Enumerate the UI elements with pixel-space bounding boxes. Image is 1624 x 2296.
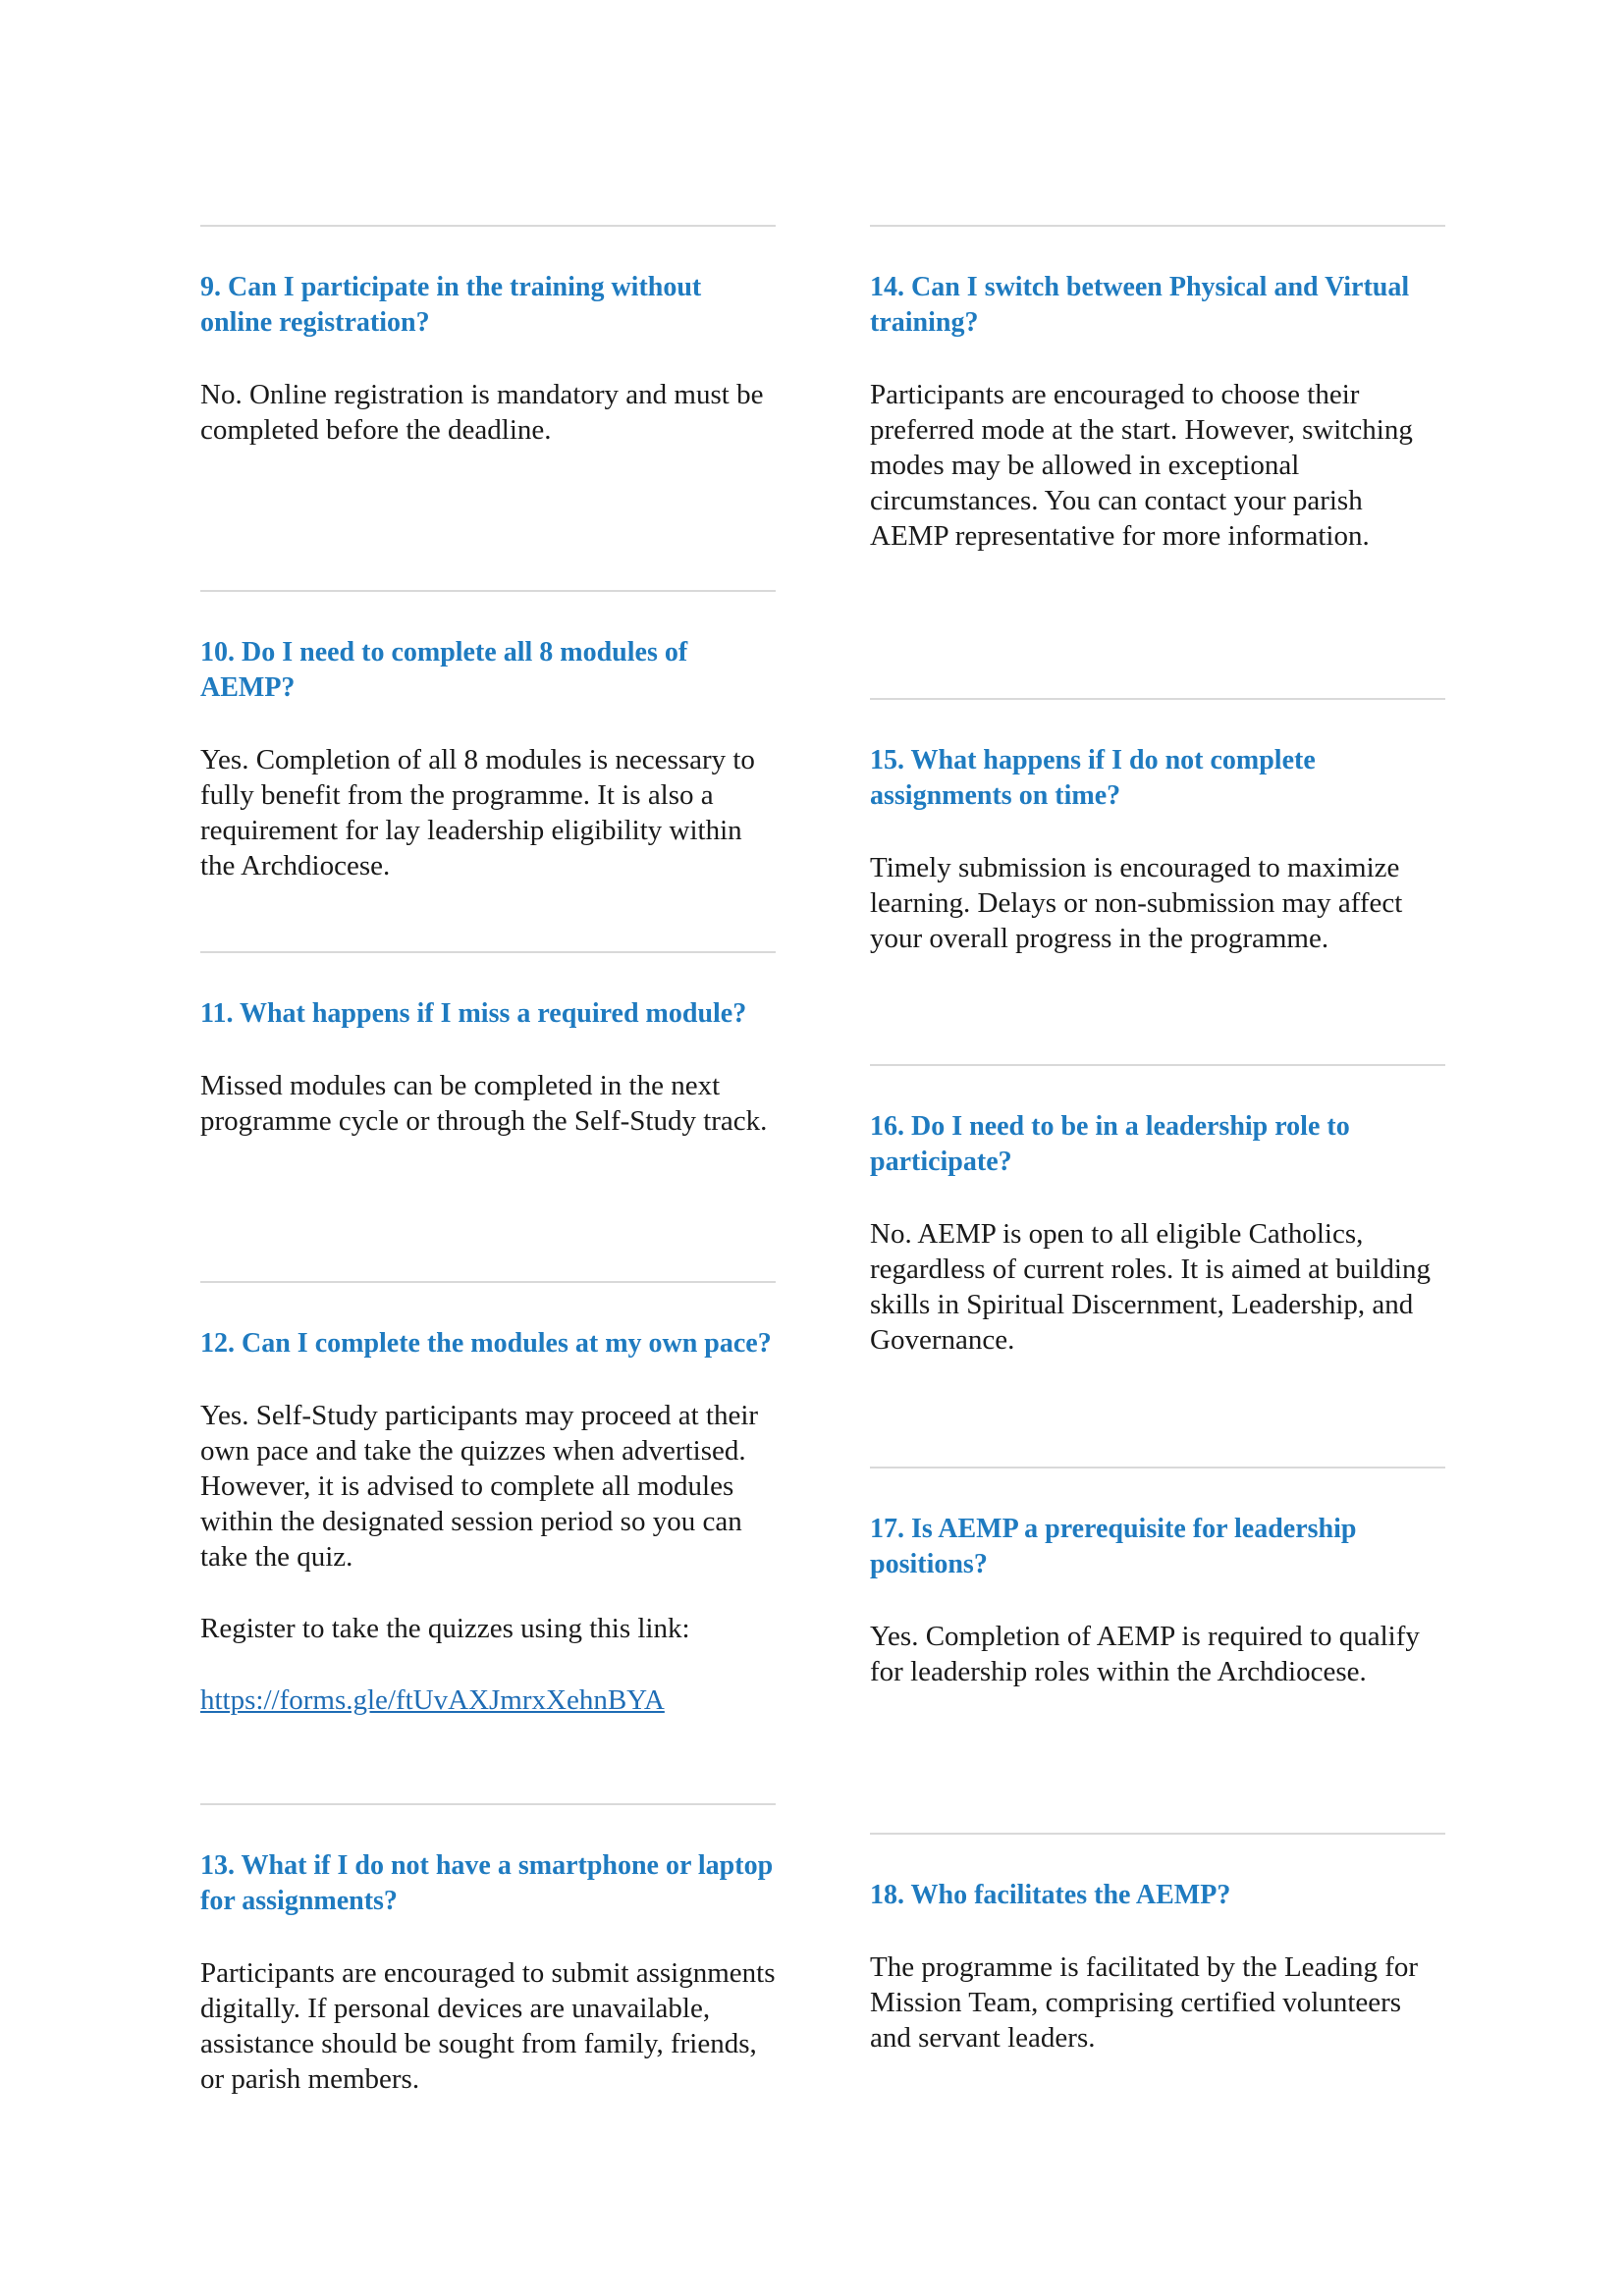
- faq-note: Register to take the quizzes using this link:: [200, 1613, 690, 1644]
- faq-column-right: [870, 225, 1445, 2056]
- faq-question: 13. What if I do not have a smartphone or laptop for assignments?: [200, 1850, 774, 1916]
- faq-answer: Participants are encouraged to choose their preferred mode at the start. However, switching modes may be allowed in exceptional circumstances. You can contact your parish AEMP representative for more information.: [870, 379, 1413, 552]
- faq-item-11: [200, 951, 776, 1281]
- quiz-registration-link[interactable]: https://forms.gle/ftUvAXJmrxXehnBYA: [200, 1684, 665, 1716]
- faq-question: 14. Can I switch between Physical and Virtual training?: [870, 272, 1410, 338]
- faq-answer: Participants are encouraged to submit assignments digitally. If personal devices are unavailable, assistance should be sought from family, friends, or parish members.: [200, 1957, 776, 2095]
- faq-column-left: [200, 225, 776, 2097]
- faq-item-17: [870, 1467, 1445, 1833]
- faq-answer: Timely submission is encouraged to maximize learning. Delays or non-submission may affect your overall progress in the programme.: [870, 852, 1403, 954]
- faq-item-13: [200, 1803, 776, 2097]
- faq-item-14: [870, 225, 1445, 698]
- faq-question: 15. What happens if I do not complete assignments on time?: [870, 745, 1316, 811]
- faq-item-10: [200, 590, 776, 951]
- faq-question: 16. Do I need to be in a leadership role to participate?: [870, 1111, 1350, 1177]
- faq-item-18: [870, 1833, 1445, 2056]
- faq-answer: Yes. Completion of AEMP is required to qualify for leadership roles within the Archdiocese.: [870, 1621, 1420, 1687]
- faq-answer: Missed modules can be completed in the next programme cycle or through the Self-Study track.: [200, 1070, 768, 1137]
- faq-answer: Yes. Completion of all 8 modules is necessary to fully benefit from the programme. It is also a requirement for lay leadership eligibility within the Archdiocese.: [200, 744, 755, 881]
- faq-question: 10. Do I need to complete all 8 modules of AEMP?: [200, 637, 688, 703]
- faq-item-16: [870, 1064, 1445, 1467]
- faq-item-9: [200, 225, 776, 590]
- faq-answer: Yes. Self-Study participants may proceed at their own pace and take the quizzes when advertised. However, it is advised to complete all modules within the designated session period so you can take the quiz.: [200, 1400, 759, 1573]
- faq-item-15: [870, 698, 1445, 1064]
- faq-answer: No. Online registration is mandatory and must be completed before the deadline.: [200, 379, 764, 446]
- faq-question: 9. Can I participate in the training without online registration?: [200, 272, 702, 338]
- faq-question: 11. What happens if I miss a required module?: [200, 998, 747, 1029]
- faq-question: 18. Who facilitates the AEMP?: [870, 1880, 1231, 1910]
- faq-item-12: [200, 1281, 776, 1803]
- faq-link-paragraph: [200, 1682, 776, 1718]
- faq-question: 12. Can I complete the modules at my own pace?: [200, 1328, 772, 1359]
- faq-question: 17. Is AEMP a prerequisite for leadership positions?: [870, 1514, 1357, 1579]
- faq-answer: No. AEMP is open to all eligible Catholics, regardless of current roles. It is aimed at building skills in Spiritual Discernment, Leadership, and Governance.: [870, 1218, 1431, 1356]
- faq-answer: The programme is facilitated by the Leading for Mission Team, comprising certified volunteers and servant leaders.: [870, 1951, 1419, 2054]
